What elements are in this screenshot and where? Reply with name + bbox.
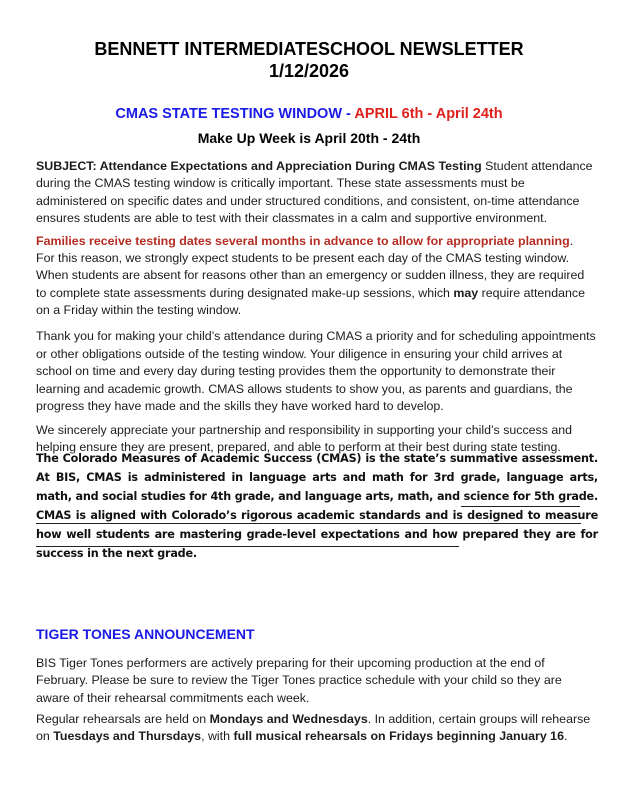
absence-text-a: For this reason, we strongly expect students to be present each day of the CMAS testing window. When students are absent for reasons other than an emergency or sudden illness, they are required to complete state assessments during designated make-up sessions, which: [36, 251, 585, 300]
rehearsal-fridays: full musical rehearsals on Fridays beginning January 16: [233, 729, 564, 744]
thanks-paragraph: Thank you for making your child’s attendance during CMAS a priority and for scheduling appointments or other obligations outside of the testing window. Your diligence in ensuring your child arrives at school on time and every day during testing provides them the opportunity to demonstrate their learning and academic growth. CMAS allows students to show you, as parents and guardians, the progress they have made and the skills they have worked hard to develop.: [36, 329, 596, 414]
attendance-paragraph: [36, 158, 598, 228]
planning-highlight: [36, 233, 598, 250]
underline-3: [36, 546, 459, 547]
planning-highlight-text: Families receive testing dates several months in advance to allow for appropriate planning: [36, 234, 570, 248]
newsletter-title: BENNETT INTERMEDIATESCHOOL NEWSLETTER: [94, 39, 524, 59]
rehearsal-text-a: Regular rehearsals are held on: [36, 712, 210, 726]
cmas-heading: [0, 106, 618, 122]
makeup-week: Make Up Week is April 20th - 24th: [197, 130, 421, 146]
underline-1: [461, 506, 580, 507]
cmas-description: The Colorado Measures of Academic Success (CMAS) is the state’s summative assessment. At BIS, CMAS is administered in language arts and math for 3rd grade, language arts, math, and social studies for 4th grade, and language arts, math, and science for 5th grade. CMAS is aligned with Colorado’s rigorous academic standards and is designed to measure how well students are mastering grade-level expectations and how prepared they are for success in the next grade.: [36, 452, 598, 560]
planning-highlight-period: .: [569, 234, 574, 248]
rehearsal-paragraph: [36, 711, 598, 746]
underline-2: [36, 523, 581, 524]
rehearsal-text-e: , with: [201, 729, 234, 744]
absence-text-b: require attendance on a Friday within the testing window.: [36, 285, 585, 318]
cmas-heading-dates: APRIL 6th - April 24th: [354, 106, 503, 122]
attendance-text: Student attendance during the CMAS testing window is critically important. These state assessments must be administered on specific dates and under structured conditions, and consistent, on-time attendance ensures students are able to test with their classmates in a calm and supportive environment.: [36, 159, 593, 226]
rehearsal-text-g: .: [563, 729, 568, 744]
rehearsal-text-c: . In addition, certain groups will rehearse on: [36, 712, 591, 744]
cmas-heading-label: CMAS STATE TESTING WINDOW -: [115, 106, 355, 122]
tiger-tones-heading: TIGER TONES ANNOUNCEMENT: [36, 626, 255, 642]
appreciation-paragraph: We sincerely appreciate your partnership and responsibility in supporting your child’s success and helping ensure they are present, prepared, and able to perform at their best during state testing.: [36, 423, 573, 455]
absence-paragraph: [36, 250, 598, 320]
rehearsal-days-2: Tuesdays and Thursdays: [53, 729, 202, 744]
absence-may: may: [453, 285, 479, 300]
tiger-tones-paragraph: BIS Tiger Tones performers are actively preparing for their upcoming production at the end of February. Please be sure to review the Tiger Tones practice schedule with your child so they are aware of their rehearsal commitments each week.: [36, 656, 562, 705]
rehearsal-days-1: Mondays and Wednesdays: [209, 712, 368, 726]
newsletter-date: 1/12/2026: [268, 61, 350, 81]
subject-line: SUBJECT: Attendance Expectations and Appreciation During CMAS Testing: [36, 159, 482, 173]
